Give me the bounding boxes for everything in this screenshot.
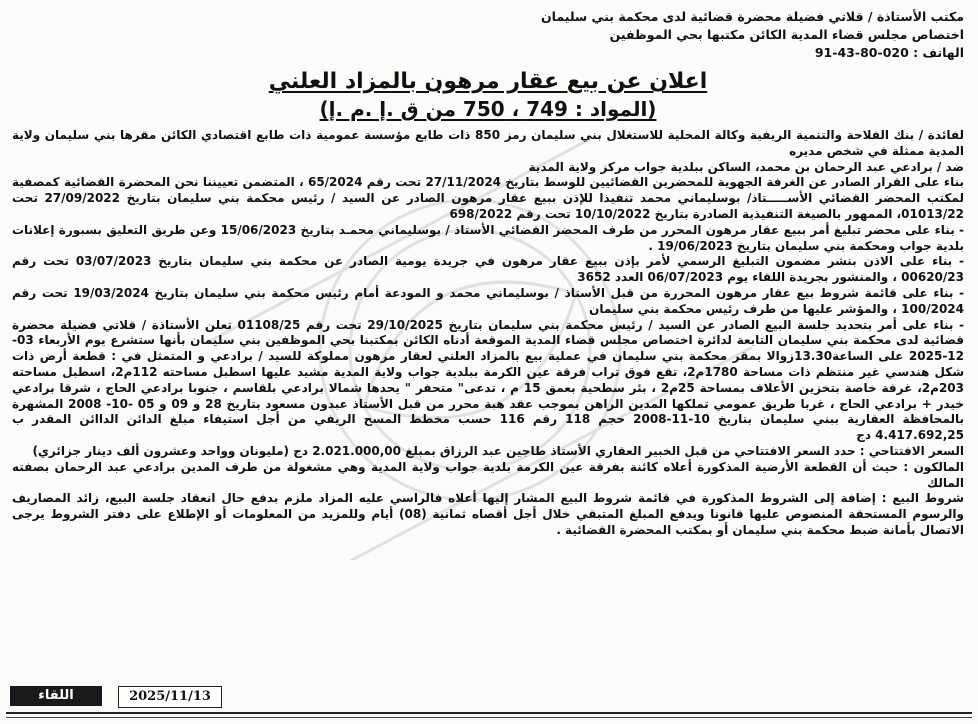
owners-paragraph: المالكون : حيث أن القطعة الأرضية المذكورة أعلاه كائنة بفرقة عين الكرمة بلدية جواب ولاية المدية وهي مشغولة من طرف المدين برادعي عبد الرحمان بصفته المالك	[12, 459, 964, 490]
appointment-paragraph: بناء على القرار الصادر عن الغرفة الجهوية للمحضرين القضائيين للوسط بتاريخ 27/11/2024 تحت رقم 65/2024 ، المتضمن تعييننا نحن المحضرة القضائية كمصفية لمكتب المحضر القضائي الأســـــتاذ/ بوسليماني محمد تنفيذا للإذن ببيع عقار مرهون الصادر عن السيد / رئيس محكمة بني سليمان بتاريخ 27/09/2022 تحت 01013/22، الممهور بالصيغة التنفيذية الصادرة بتاريخ 10/10/2022 تحت رقم 698/2022	[12, 175, 964, 221]
announcement-body	[12, 128, 964, 539]
publication-date: 2025/11/13	[118, 686, 222, 708]
announcement-content	[12, 8, 964, 539]
opening-price-paragraph: السعر الافتتاحي : حدد السعر الافتتاحي من قبل الخبير العقاري الأستاذ طاجين عبد الرزاق بمبلغ 2.021.000,00 دج (مليونان وواحد وعشرون ألف دينار جزائري)	[32, 443, 964, 458]
sale-session-paragraph: - بناء على أمر بتحديد جلسة البيع الصادر عن السيد / رئيس محكمة بني سليمان بتاريخ 29/10/2025 تحت رقم 01108/25 تعلن الأستاذة / قلاتي فضيلة محضرة قضائية لدى محكمة بني سليمان التابعة لدائرة اختصاص مجلس قضاء المدية الموقعة أدناه الكائن بمكتبنا بحي الموظفين بني سليمان بأنها ستشرع يوم الأربعاء 03-12-2025 على الساعة13.30زوالا بمقر محكمة بني سليمان في عملية بيع بالمزاد العلني لعقار مرهون مملوكة للسيد / برادعي و المتمثل في : قطعة أرض ذات شكل هندسي غير منتظم ذات مساحة 1780م2، تقع فوق تراب فرقة عين الكرمة ببلدية جواب ولاية المدية مشيد عليها اسطبل مساحته 112م2، اسطبل مساحته 203م2، غرفة خاصة بتخزين الأعلاف بمساحة 25م2 ، بئر سطحية بعمق 15 م ، تدعى" متحفر " يحدها شمالا برادعي بلقاسم ، جنوبا برادعي الحاج ، شرقا برادعي خيدر + برادعي الحاج ، غربا طريق عمومي تملكها المدين الراهن بموجب عقد هبة محرر من قبل الأستاذ عبدون مسعود بتاريخ 28 و 09 و 05 -10- 2008 المشهرة بالمحافظة العقارية ببني سليمان بتاريخ 10-11-2008 حجم 118 رقم 116 حسب مخطط المسح الريفي من أجل استيفاء مبلغ الدائن الداائن المقدر ب 4.417.692,25 دج	[12, 317, 965, 443]
legal-articles-reference: (المواد : 749 ، 750 من ق .إ .م .إ)	[319, 97, 657, 121]
footer-divider-thin	[6, 717, 972, 718]
sale-terms-paragraph: شروط البيع : إضافة إلى الشروط المذكورة في قائمة شروط البيع المشار إليها أعلاه فالراسي عليه المزاد ملزم بدفع حال انعقاد جلسة البيع، زائد المصاريف والرسوم المستحقة المنصوص عليها قانونا ويدفع المبلغ المتبقي خلال أجل أقصاه ثمانية (08) أيام وللمزيد من المعلومات أو الإطلاع على دفتر الشروط يرجى الاتصال بأمانة ضبط محكمة بني سليمان أو بمكتب المحضرة القضائية .	[12, 491, 964, 537]
announcement-title: اعلان عن بيع عقار مرهون بالمزاد العلني	[268, 69, 708, 94]
beneficiary-paragraph: لفائدة / بنك الفلاحة والتنمية الريفية وكالة المحلية للاستغلال بني سليمان رمز 850 ذات طابع مؤسسة عمومية ذات طابع اقتصادي الكائن مقرها بني سليمان ولاية المدية ممثلة في شخص مديره	[12, 128, 964, 158]
office-phone-line	[12, 44, 964, 62]
newspaper-name-badge: اللقاء	[10, 686, 102, 706]
phone-label: الهاتف :	[913, 45, 964, 60]
office-jurisdiction: اختصاص مجلس قضاء المدية الكائن مكتبها بحي الموظفين	[609, 27, 964, 42]
notification-paragraph: - بناء على محضر تبليغ أمر ببيع عقار مرهون المحرر من طرف المحضر القضائي الأستاذ / بوسليماني محمـد بتاريخ 15/06/2023 وعن طريق التعليق بسبورة إعلانات بلدية جواب ومحكمة بني سليمان بتاريخ 19/06/2023 .	[12, 222, 965, 253]
debtor-paragraph: ضد / برادعي عبد الرحمان بن محمد، الساكن ببلدية جواب مركز ولاية المدية	[528, 159, 964, 174]
announcement-title-block	[12, 68, 964, 122]
publication-permission-paragraph: - بناء على الاذن بنشر مضمون التبليغ الرسمي لأمر بإذن ببيع عقار مرهون في جريدة يومية الصادر عن محكمة بني سليمان بتاريخ 03/07/2023 تحت رقم 00620/23 ، والمنشور بجريدة اللقاء يوم 06/07/2023 العدد 3652	[12, 254, 964, 285]
sale-conditions-list-paragraph: - بناء على قائمة شروط بيع عقار مرهون المحررة من قبل الأستاذ / بوسليماني محمد و المودعة أمام رئيس محكمة بني سليمان بتاريخ 19/03/2024 تحت رقم 100/2024 ، والمؤشر عليها من طرف رئيس محكمة بني سليمان	[12, 285, 964, 316]
footer-divider	[6, 712, 972, 714]
page-footer	[0, 686, 978, 724]
office-name: مكتب الأستاذة / قلاتي فضيلة محضرة قضائية لدى محكمة بني سليمان	[540, 9, 964, 24]
bailiff-office-header	[12, 8, 964, 62]
phone-number: 020-80-43-91	[814, 45, 909, 60]
